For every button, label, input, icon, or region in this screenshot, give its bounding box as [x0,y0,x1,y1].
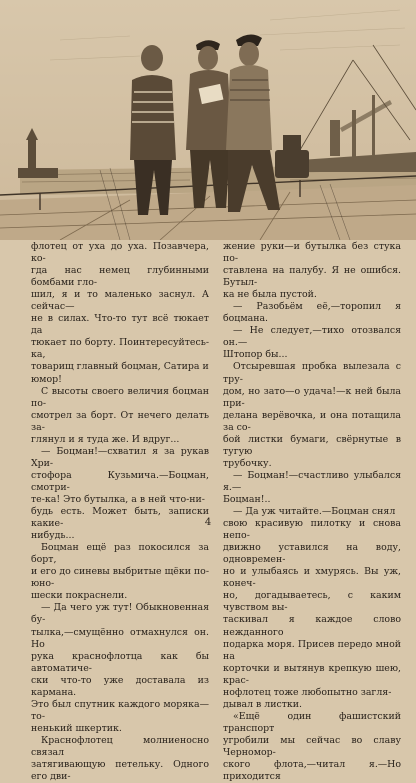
text-line: «Ещё один фашистский транспорт [223,710,401,734]
text-line: шески покраснели. [31,590,128,602]
text-line: не в силах. Что-то тут всё тюкает да [31,313,209,337]
text-line: Краснофлотец молниеносно связал [31,734,209,758]
text-line: флотец от уха до уха. Позавчера, ко- [31,241,209,265]
sailors-on-deck-illustration [0,0,416,240]
text-line: глянул и я туда же. И вдруг... [31,433,180,445]
page-number: 4 [204,517,212,528]
text-line: но, догадываетесь, с каким чувством вы- [223,590,401,614]
text-line: ненький шкертик. [31,722,122,734]
illustration-drawing [0,0,416,240]
text-line: дывал в листки. [223,698,303,710]
text-line: жение руки—и бутылка без стука по- [223,241,401,265]
text-columns [31,241,401,783]
text-line: движно уставился на воду, одновремен- [223,542,401,566]
text-line: Отсыревшая пробка вылезала с тру- [223,361,401,385]
text-line: Боцман ещё раз покосился за борт, [31,542,209,566]
text-line: — Разобьём её,—торопил я боцмана. [223,301,401,325]
text-line: подарка моря. Присев передо мной на [223,638,401,662]
text-line: стофора Кузьмича.—Боцман, смотри- [31,469,209,493]
text-line: таскивал я каждое слово нежданного [223,614,401,638]
text-line: — Да уж читайте.—Боцман снял [233,506,396,518]
text-line: ставлена на палубу. Я не ошибся. Бутыл- [223,265,401,289]
text-line: и его до синевы выбритые щёки по-юно- [31,566,209,590]
right-column [223,241,401,783]
text-line: ка не была пустой. [223,289,317,301]
text-line: тюкает по борту. Поинтересуйтесь-ка, [31,337,209,361]
text-line: корточки и вытянув крепкую шею, крас- [223,662,401,686]
text-line: нибудь... [31,530,75,542]
text-line: — Боцман!—счастливо улыбался я.— [223,469,401,493]
text-line: рука краснофлотца как бы автоматиче- [31,650,209,674]
text-line: свою красивую пилотку и снова непо- [223,518,401,542]
text-line: угробили мы сейчас во славу Черномор- [223,734,401,758]
text-line: тылка,—смущённо отмахнулся он. Но [31,626,209,650]
text-line: — Не следует,—тихо отозвался он.— [223,325,401,349]
text-line: Боцман!.. [223,493,271,505]
text-line: но и улыбаясь и хмурясь. Вы уж, конеч- [223,566,401,590]
text-line: нофлотец тоже любопытно загля- [223,686,392,698]
text-line: те-ка! Это бутылка, а в ней что-ни- [31,493,205,505]
text-line: — Да чего уж тут! Обыкновенная бу- [31,602,209,626]
text-line: дом, но зато—о удача!—к ней была при- [223,385,401,409]
text-line: юмор! [31,373,62,385]
text-line: бой листки бумаги, свёрнутые в тугую [223,433,401,457]
text-line: С высоты своего величия боцман по- [31,385,209,409]
text-line: товарищ главный боцман, Сатира и [31,361,209,373]
text-line: шил, я и то маленько заснул. А сейчас— [31,289,209,313]
text-line: смотрел за борт. От нечего делать за- [31,409,209,433]
text-line: затягивающую петельку. Одного его дви- [31,759,209,783]
text-line: трубочку. [223,457,272,469]
text-line: будь есть. Может быть, записки какие- [31,506,209,530]
text-line: — Боцман!—схватил я за рукав Хри- [31,445,209,469]
text-line: ского флота,—читал я.—Но приходится [223,759,401,783]
left-column [31,241,209,783]
text-line: Штопор бы... [223,349,288,361]
text-line: ски что-то уже доставала из кармана. [31,674,209,698]
text-line: гда нас немец глубинными бомбами гло- [31,265,209,289]
text-line: делана верёвочка, и она потащила за со- [223,409,401,433]
text-line: Это был спутник каждого моряка—то- [31,698,209,722]
